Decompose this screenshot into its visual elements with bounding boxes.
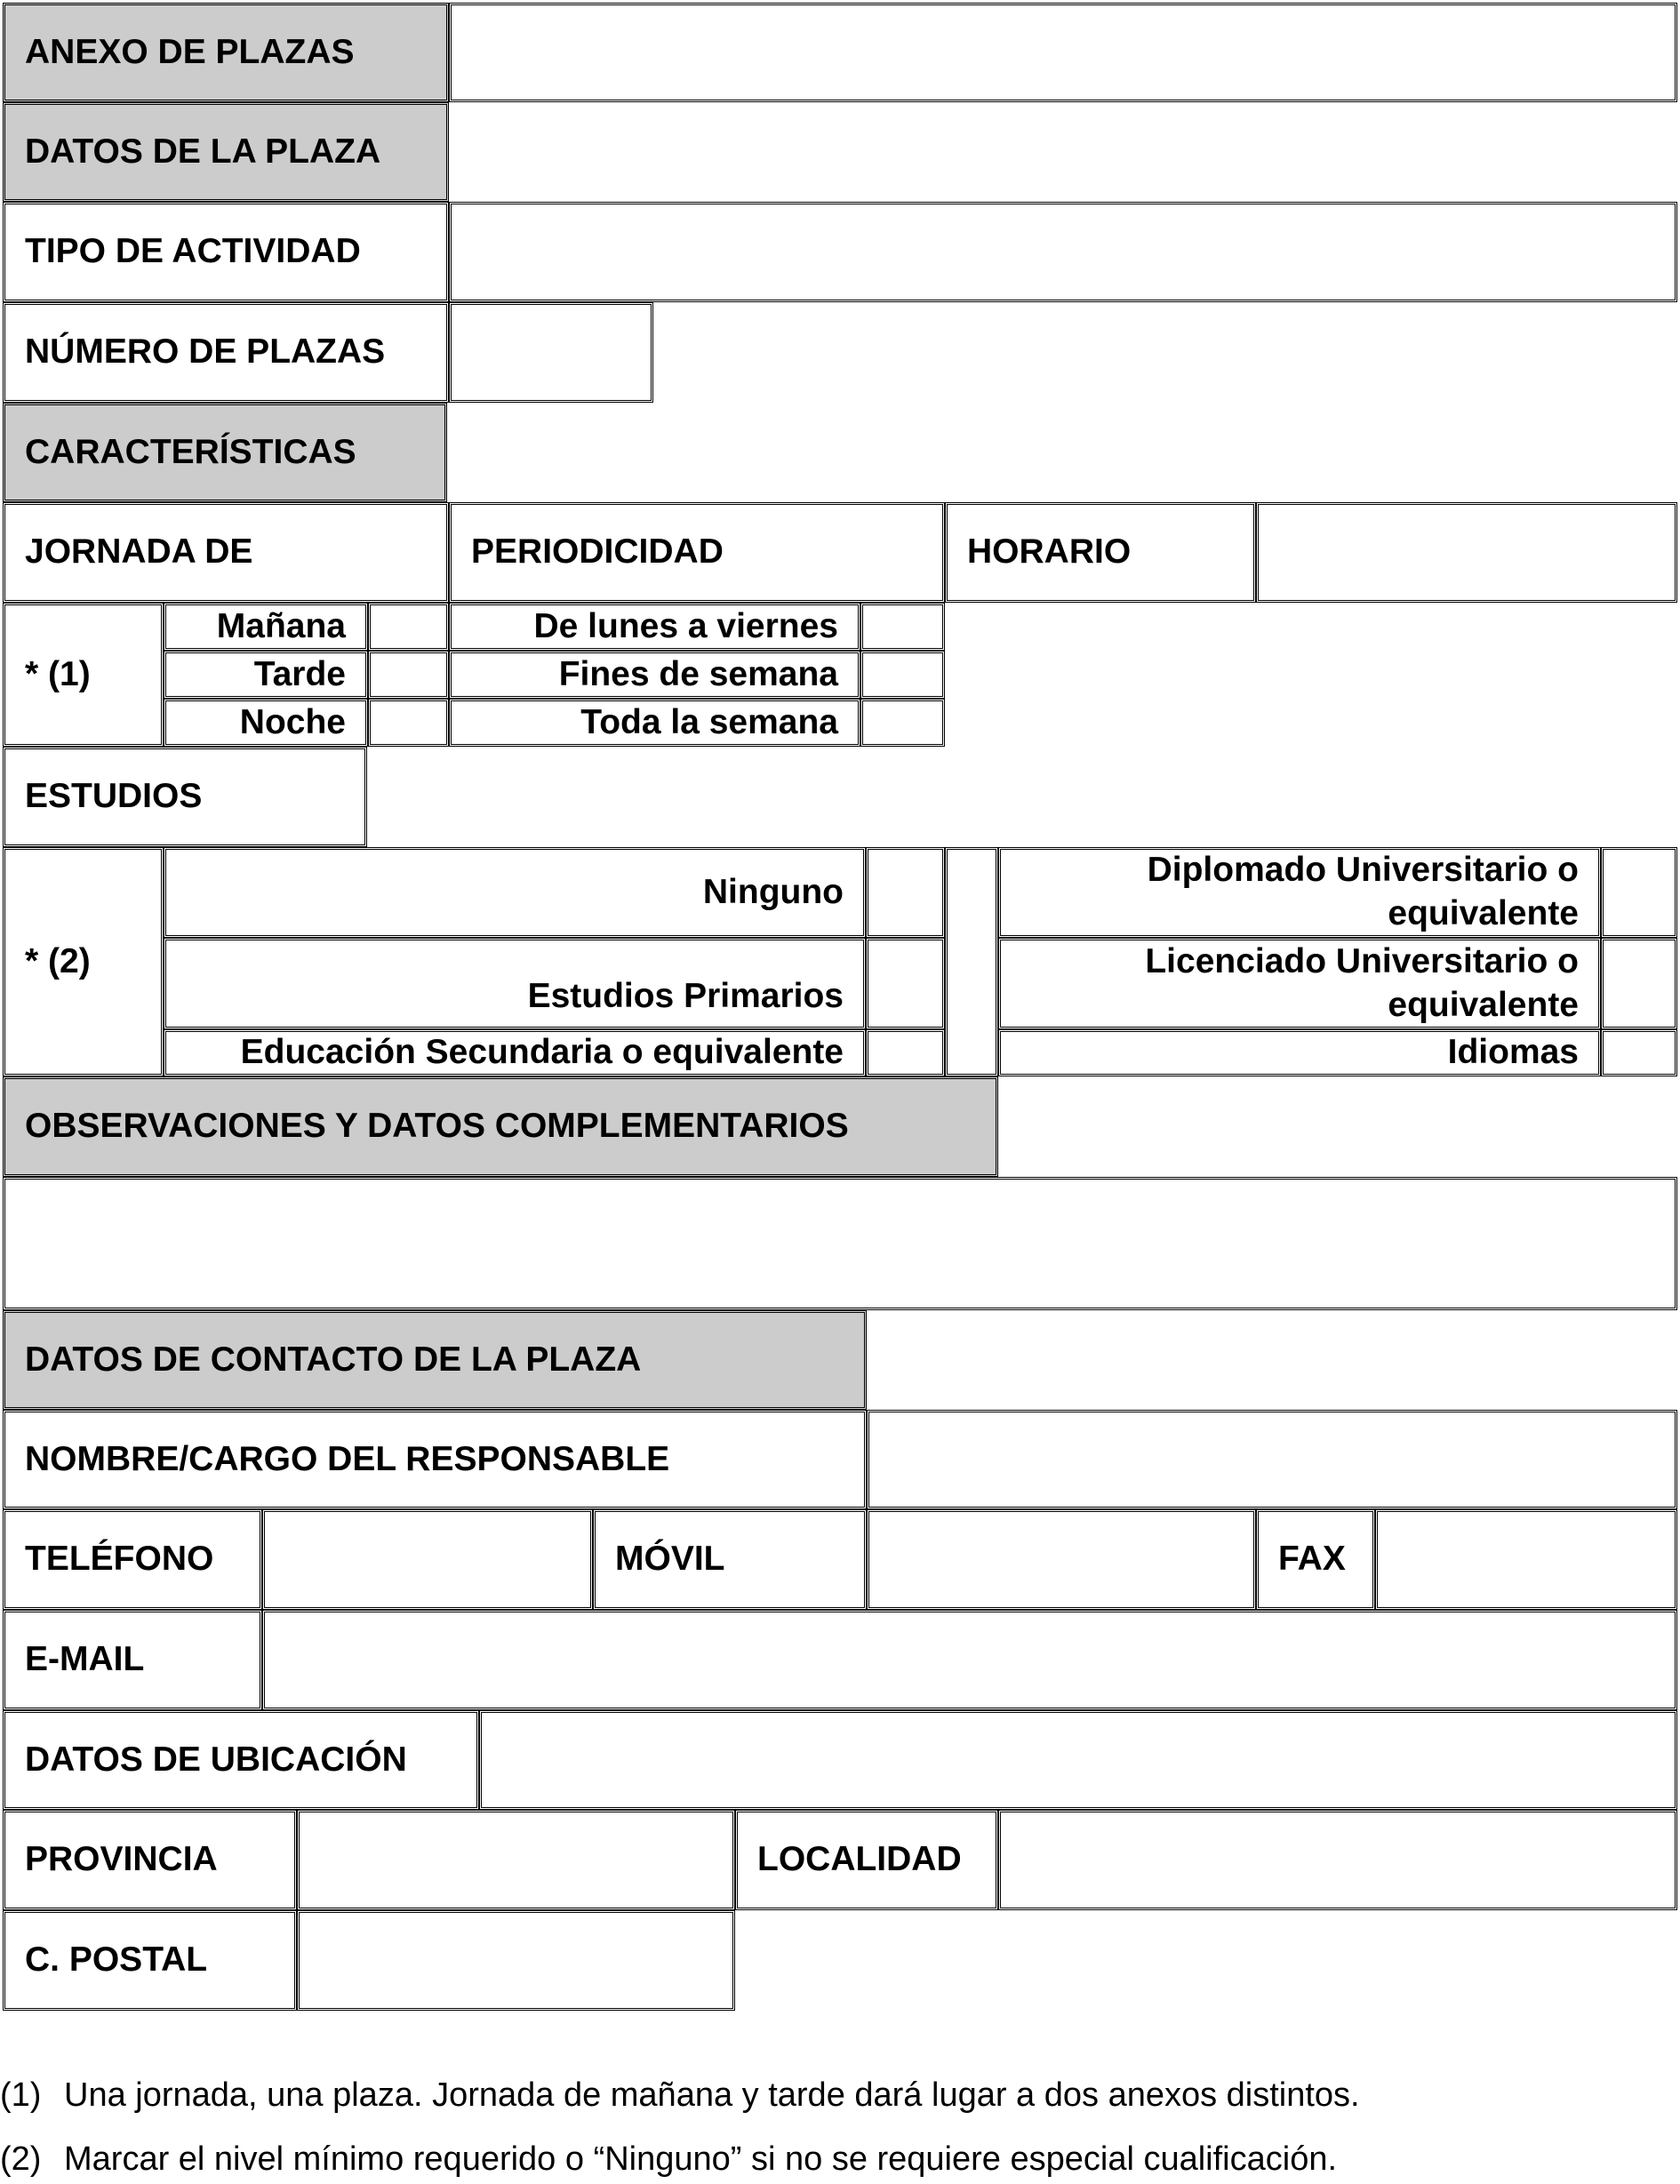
estudios-primarios-label: Estudios Primarios <box>164 938 866 1029</box>
estudios-licenciado-checkbox[interactable] <box>1601 938 1677 1029</box>
email-label: E-MAIL <box>3 1610 262 1710</box>
jornada-label: JORNADA DE <box>3 502 449 603</box>
footnote-2-number: (2) <box>0 2140 42 2178</box>
ubicacion-label: DATOS DE UBICACIÓN <box>3 1710 479 1810</box>
movil-label: MÓVIL <box>593 1509 867 1610</box>
responsable-field[interactable] <box>867 1410 1677 1509</box>
footnote-2-text: Marcar el nivel mínimo requerido o “Ninguno” si no se requiere especial cualificación. <box>64 2140 1338 2178</box>
telefono-field[interactable] <box>262 1509 593 1610</box>
jornada-note-marker: * (1) <box>3 603 164 747</box>
turno-noche-label: Noche <box>164 699 368 747</box>
provincia-field[interactable] <box>297 1810 735 1910</box>
estudios-ninguno-checkbox[interactable] <box>866 847 945 938</box>
turno-manana-label: Mañana <box>164 603 368 651</box>
turno-manana-checkbox[interactable] <box>368 603 449 651</box>
horario-label: HORARIO <box>945 502 1256 603</box>
numero-plazas-label: NÚMERO DE PLAZAS <box>3 302 449 403</box>
localidad-field[interactable] <box>998 1810 1677 1910</box>
tipo-actividad-field[interactable] <box>449 202 1677 302</box>
provincia-label: PROVINCIA <box>3 1810 297 1910</box>
periodo-lunes-viernes-label: De lunes a viernes <box>449 603 860 651</box>
turno-noche-checkbox[interactable] <box>368 699 449 747</box>
periodo-lunes-viernes-checkbox[interactable] <box>860 603 945 651</box>
tipo-actividad-label: TIPO DE ACTIVIDAD <box>3 202 449 302</box>
datos-plaza-label: DATOS DE LA PLAZA <box>3 102 449 202</box>
caracteristicas-label: CARACTERÍSTICAS <box>3 403 447 502</box>
turno-tarde-checkbox[interactable] <box>368 651 449 699</box>
turno-tarde-label: Tarde <box>164 651 368 699</box>
responsable-label: NOMBRE/CARGO DEL RESPONSABLE <box>3 1410 867 1509</box>
estudios-idiomas-checkbox[interactable] <box>1601 1029 1677 1076</box>
estudios-licenciado-label: Licenciado Universitario o equivalente <box>998 938 1601 1029</box>
estudios-diplomado-checkbox[interactable] <box>1601 847 1677 938</box>
anexo-label: ANEXO DE PLAZAS <box>3 3 449 102</box>
estudios-label: ESTUDIOS <box>3 747 367 847</box>
periodo-fines-semana-checkbox[interactable] <box>860 651 945 699</box>
estudios-diplomado-label: Diplomado Universitario o equivalente <box>998 847 1601 938</box>
estudios-note-marker: * (2) <box>3 847 164 1076</box>
telefono-label: TELÉFONO <box>3 1509 262 1610</box>
anexo-field[interactable] <box>449 3 1677 102</box>
periodicidad-label: PERIODICIDAD <box>449 502 945 603</box>
estudios-secundaria-label: Educación Secundaria o equivalente <box>164 1029 866 1076</box>
periodo-toda-semana-label: Toda la semana <box>449 699 860 747</box>
footnote-1 <box>0 2076 1360 2115</box>
observaciones-field[interactable] <box>3 1177 1677 1310</box>
movil-field[interactable] <box>867 1509 1256 1610</box>
estudios-spacer <box>945 847 998 1076</box>
numero-plazas-field[interactable] <box>449 302 653 403</box>
estudios-ninguno-label: Ninguno <box>164 847 866 938</box>
horario-field[interactable] <box>1256 502 1677 603</box>
estudios-primarios-checkbox[interactable] <box>866 938 945 1029</box>
fax-field[interactable] <box>1375 1509 1677 1610</box>
observaciones-label: OBSERVACIONES Y DATOS COMPLEMENTARIOS <box>3 1076 998 1177</box>
footnote-1-text: Una jornada, una plaza. Jornada de mañana y tarde dará lugar a dos anexos distintos. <box>64 2076 1360 2114</box>
footnote-2 <box>0 2140 1337 2179</box>
fax-label: FAX <box>1256 1509 1375 1610</box>
periodo-fines-semana-label: Fines de semana <box>449 651 860 699</box>
ubicacion-field[interactable] <box>479 1710 1677 1810</box>
localidad-label: LOCALIDAD <box>735 1810 998 1910</box>
periodo-toda-semana-checkbox[interactable] <box>860 699 945 747</box>
estudios-idiomas-label: Idiomas <box>998 1029 1601 1076</box>
estudios-secundaria-checkbox[interactable] <box>866 1029 945 1076</box>
contacto-label: DATOS DE CONTACTO DE LA PLAZA <box>3 1310 867 1410</box>
footnote-1-number: (1) <box>0 2076 42 2114</box>
postal-label: C. POSTAL <box>3 1910 297 2011</box>
postal-field[interactable] <box>297 1910 735 2011</box>
email-field[interactable] <box>262 1610 1677 1710</box>
